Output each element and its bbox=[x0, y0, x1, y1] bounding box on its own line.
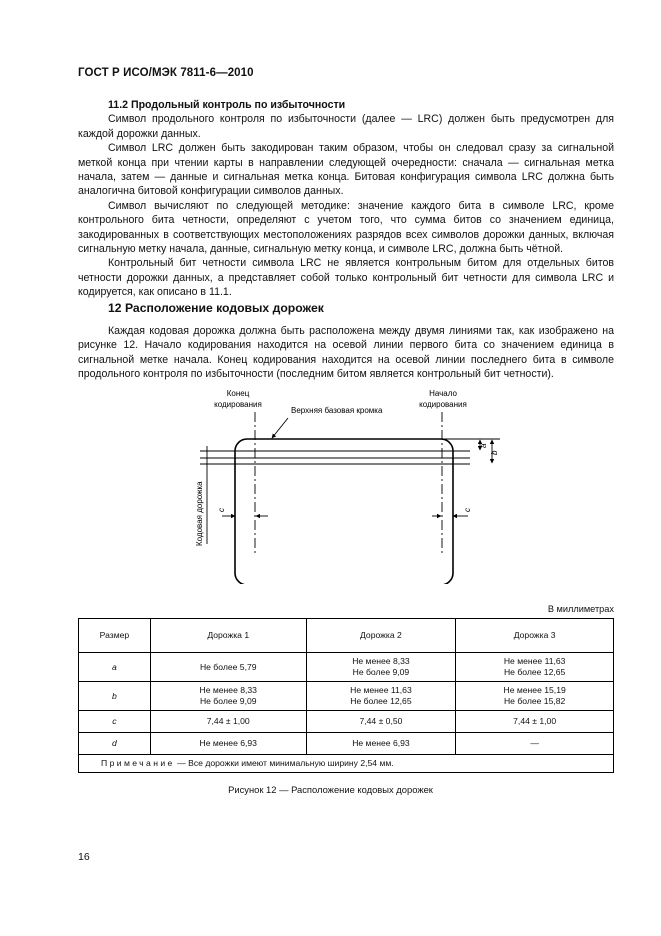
paragraph: Контрольный бит четности символа LRC не является контрольным битом для отдельных битов четности дорожки данных, а представляет собой только контрольный бит четности для символа LRC и кодируется, как описано в 11.1. bbox=[78, 257, 614, 299]
cell: 7,44 ± 1,00 bbox=[456, 711, 614, 733]
cell: 7,44 ± 0,50 bbox=[306, 711, 456, 733]
cell: Не менее 11,63 Не более 12,65 bbox=[456, 653, 614, 682]
page-number: 16 bbox=[78, 851, 90, 863]
section-12-body bbox=[78, 324, 614, 382]
cell: Не менее 6,93 bbox=[306, 733, 456, 755]
dim-c-right-label: c bbox=[463, 508, 472, 512]
row-label: d bbox=[79, 733, 151, 755]
paragraph: Символ продольного контроля по избыточности (далее — LRC) должен быть предусмотрен для каждой дорожки данных. bbox=[78, 113, 614, 140]
paragraph: Символ LRC должен быть закодирован таким образом, чтобы он следовал сразу за сигнальной меткой конца при чтении карты в направлении следующей очередности: сначала — сигнальная метка начала, затем — данные и сигнальная метка конца. Битовая конфигурация символа LRC должна быть аналогична битовой конфигурации символов данных. bbox=[78, 142, 614, 198]
label-track: Кодовая дорожка bbox=[195, 481, 204, 546]
section-11-2 bbox=[78, 98, 614, 300]
label-end-1: Конец bbox=[226, 389, 250, 398]
unit-note: В миллиметрах bbox=[547, 604, 614, 614]
label-end-2: кодирования bbox=[214, 400, 262, 409]
label-top-edge: Верхняя базовая кромка bbox=[291, 406, 383, 415]
label-start-1: Начало bbox=[429, 389, 457, 398]
note-text: — Все дорожки имеют минимальную ширину 2,54 мм. bbox=[177, 758, 394, 768]
table-row bbox=[79, 733, 614, 755]
cell: Не менее 15,19 Не более 15,82 bbox=[456, 682, 614, 711]
card-outline bbox=[235, 439, 453, 584]
dim-a-label: a bbox=[479, 443, 488, 448]
label-start-2: кодирования bbox=[419, 400, 467, 409]
cell: Не менее 11,63 Не более 12,65 bbox=[306, 682, 456, 711]
note-label: Примечание bbox=[101, 758, 175, 768]
dim-b-label: b bbox=[490, 450, 499, 455]
table-note bbox=[79, 755, 614, 773]
cell: 7,44 ± 1,00 bbox=[150, 711, 306, 733]
paragraph: Символ вычисляют по следующей методике: значение каждого бита в символе LRC, кроме контрольного бита четности, определяют с учетом того, что сумма битов со значением единица, закодированных в соответствующих местоположениях разрядов всех символов дорожки данных, включая сигнальную метку начала, данные, сигнальную метку конца, и символе LRC, должна быть чётной. bbox=[78, 199, 614, 256]
dim-c-left-label: c bbox=[217, 508, 226, 512]
section-11-2-title: 11.2 Продольный контроль по избыточности bbox=[108, 99, 346, 111]
row-label: a bbox=[79, 653, 151, 682]
row-label: c bbox=[79, 711, 151, 733]
col-header: Дорожка 3 bbox=[456, 619, 614, 653]
cell: Не более 5,79 bbox=[150, 653, 306, 682]
col-header: Размер bbox=[79, 619, 151, 653]
cell: — bbox=[456, 733, 614, 755]
cell: Не менее 8,33 Не более 9,09 bbox=[306, 653, 456, 682]
table-row bbox=[79, 711, 614, 733]
cell: Не менее 8,33 Не более 9,09 bbox=[150, 682, 306, 711]
cell: Не менее 6,93 bbox=[150, 733, 306, 755]
dimensions-table bbox=[78, 618, 614, 773]
figure-caption: Рисунок 12 — Расположение кодовых дорожек bbox=[228, 784, 433, 795]
track-location-figure bbox=[180, 384, 510, 584]
row-label: b bbox=[79, 682, 151, 711]
top-edge-leader bbox=[272, 418, 288, 438]
table-row bbox=[79, 682, 614, 711]
section-12-title: 12 Расположение кодовых дорожек bbox=[108, 301, 324, 315]
table-row bbox=[79, 653, 614, 682]
col-header: Дорожка 1 bbox=[150, 619, 306, 653]
paragraph: Каждая кодовая дорожка должна быть расположена между двумя линиями так, как изображено на рисунке 12. Начало кодирования находится на осевой линии первого бита со значением единица в сигнальной метке начала. Конец кодирования находится на осевой линии последнего бита в символе продольного контроля по избыточности (последним битом является контрольный бит четности). bbox=[78, 325, 614, 381]
document-header: ГОСТ Р ИСО/МЭК 7811-6—2010 bbox=[78, 67, 254, 79]
col-header: Дорожка 2 bbox=[306, 619, 456, 653]
